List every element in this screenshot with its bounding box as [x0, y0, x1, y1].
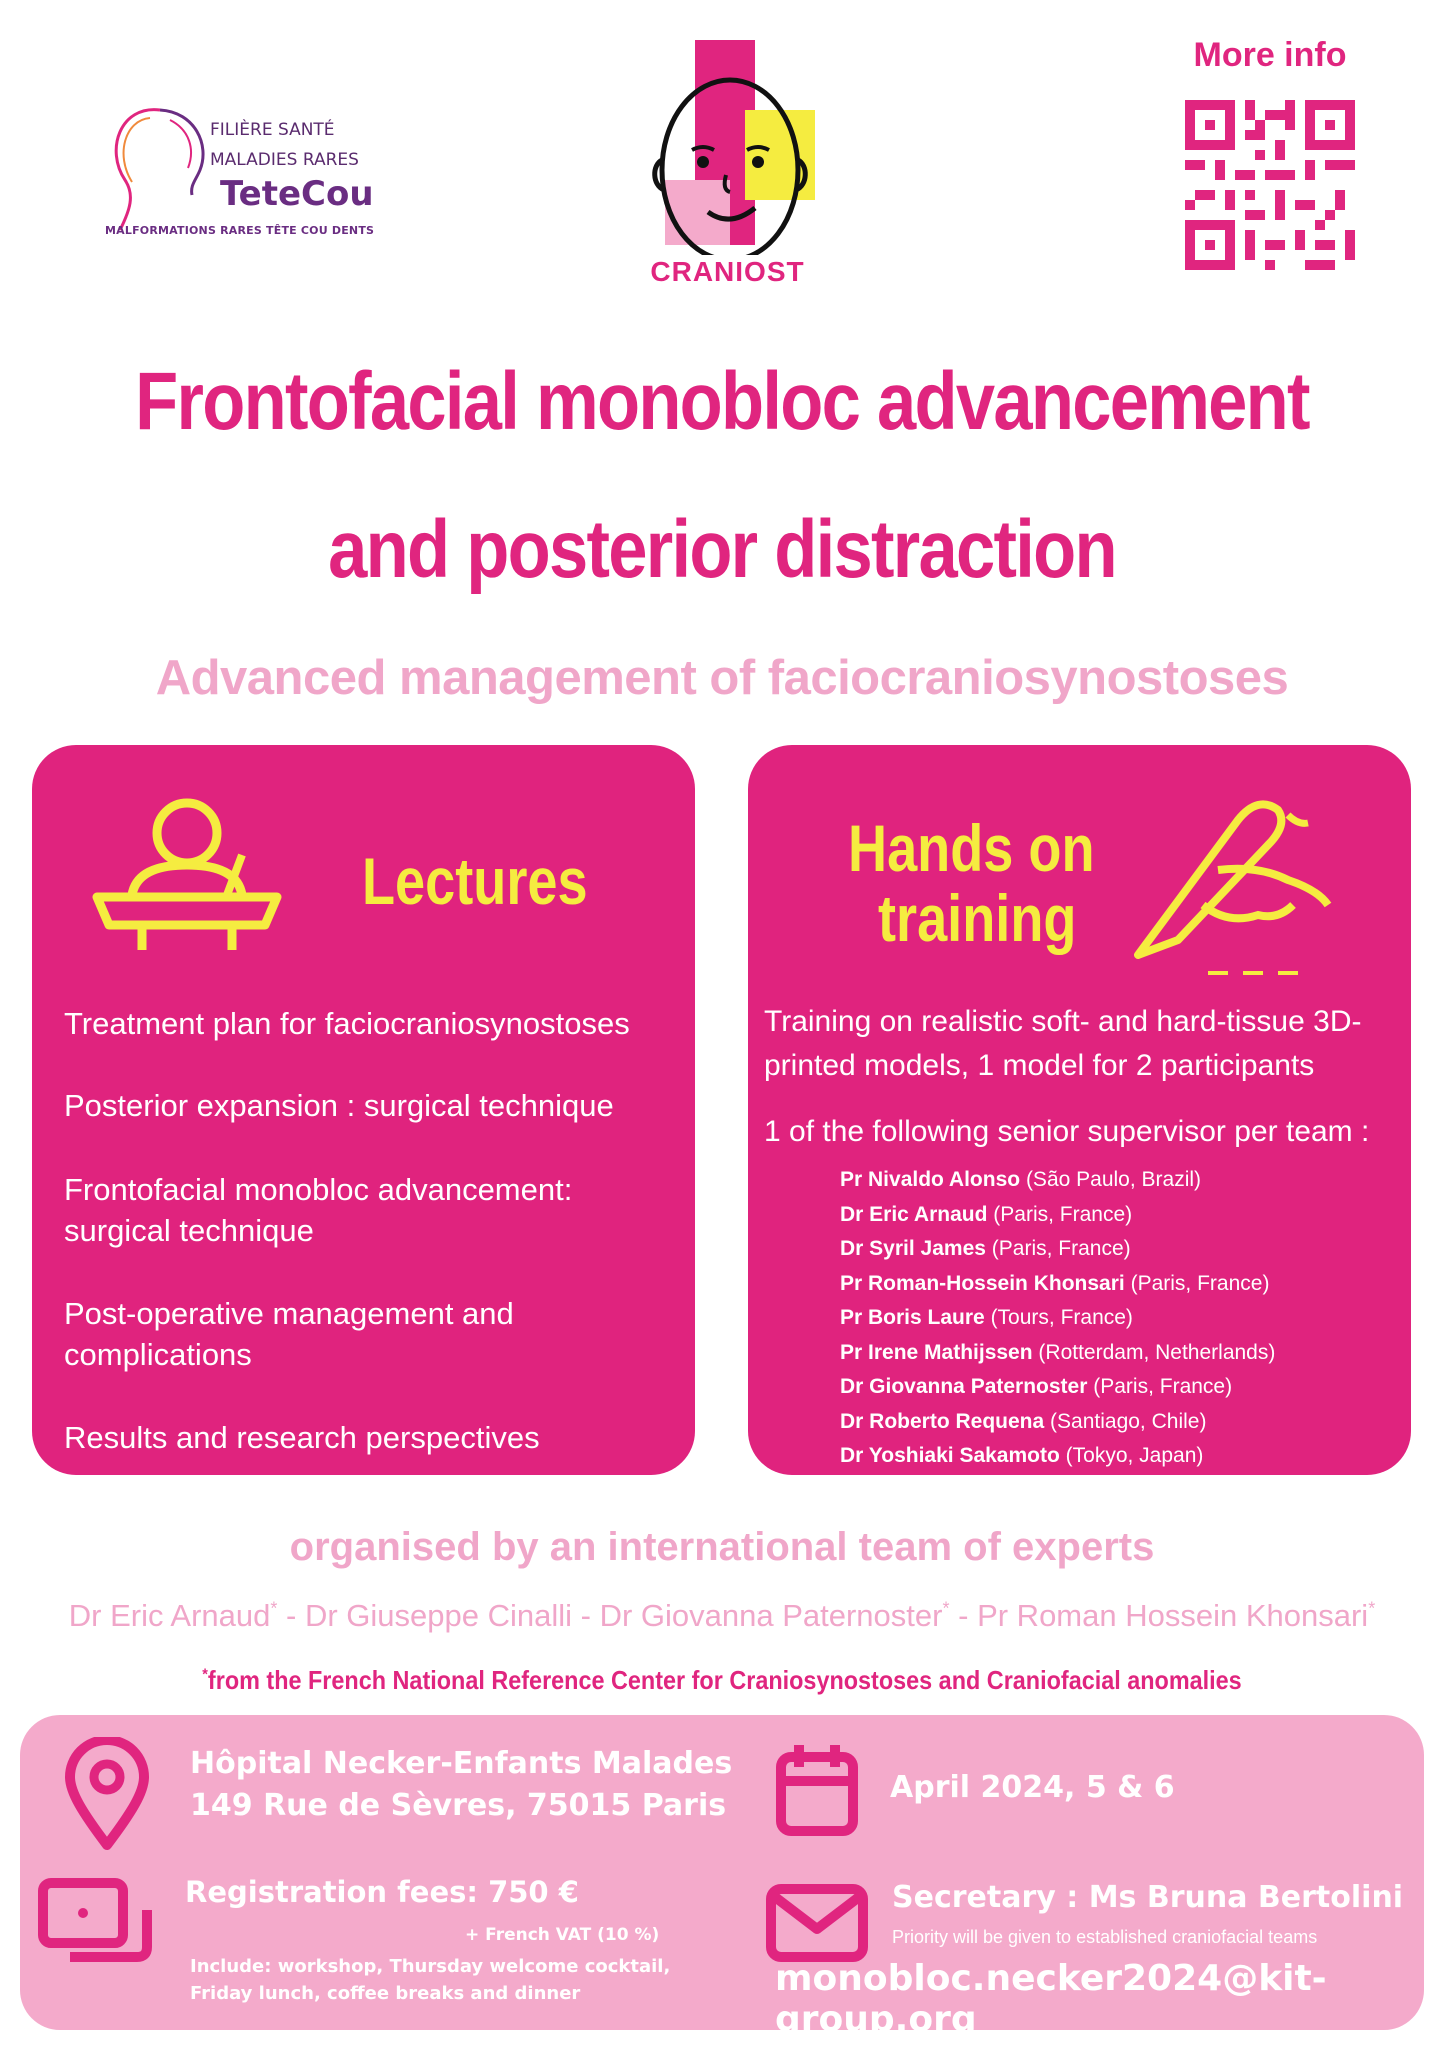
supervisor-item: Pr Nivaldo Alonso (São Paulo, Brazil) — [840, 1168, 1202, 1191]
lecture-item-3: Frontofacial monobloc advancement: surgical technique — [64, 1172, 573, 1248]
organisers-names: Dr Eric Arnaud* - Dr Giuseppe Cinalli - Dr Giovanna Paternoster* - Pr Roman Hossein Khonsari* — [68, 1598, 1376, 1633]
priority-note: Priority will be given to established craniofacial teams — [892, 1927, 1318, 1947]
supervisor-item: Dr Syril James (Paris, France) — [840, 1237, 1131, 1260]
training-description: Training on realistic soft- and hard-tissue 3D-printed models, 1 model for 2 participants — [764, 1005, 1362, 1082]
lectures-panel — [32, 745, 695, 1475]
training-heading-line2: training — [878, 881, 1077, 955]
tetecou-line2: MALADIES RARES — [210, 150, 359, 170]
more-info-label: More info — [1193, 36, 1347, 74]
tetecou-tagline: MALFORMATIONS RARES TÊTE COU DENTS — [105, 224, 375, 237]
qr-code[interactable] — [1185, 100, 1355, 270]
mail-envelope-icon — [765, 1883, 870, 1963]
supervisor-intro: 1 of the following senior supervisor per team : — [764, 1115, 1370, 1148]
includes-line2: Friday lunch, coffee breaks and dinner — [190, 1983, 581, 2004]
vat-note: + French VAT (10 %) — [465, 1925, 660, 1945]
payment-cards-icon — [35, 1875, 155, 1970]
secretary-name: Secretary : Ms Bruna Bertolini — [892, 1880, 1404, 1915]
contact-email[interactable]: monobloc.necker2024@kit-group.org — [775, 1958, 1327, 2040]
supervisor-item: Dr Giovanna Paternoster (Paris, France) — [840, 1375, 1233, 1398]
lecture-item-2: Posterior expansion : surgical technique — [64, 1088, 614, 1123]
page-title-line1: Frontofacial monobloc advancement — [135, 356, 1309, 447]
venue-address — [190, 1743, 732, 1827]
craniost-logo — [630, 40, 820, 290]
lecture-item-5: Results and research perspectives — [64, 1420, 540, 1455]
location-pin-icon — [62, 1737, 152, 1852]
training-panel — [748, 745, 1411, 1475]
includes-line1: Include: workshop, Thursday welcome cocktail, — [190, 1956, 671, 1977]
child-profile-icon — [100, 90, 210, 240]
registration-fees: Registration fees: 750 € — [185, 1875, 579, 1909]
organiser-name: Dr Giuseppe Cinalli — [304, 1598, 573, 1633]
page-title-line2: and posterior distraction — [328, 504, 1116, 595]
fees-includes — [190, 1953, 670, 2007]
info-box — [20, 1715, 1424, 2040]
organiser-name: Pr Roman Hossein Khonsari — [977, 1598, 1369, 1633]
craniost-label: CRANIOST — [650, 256, 805, 287]
supervisor-list — [840, 1163, 1400, 1474]
tetecou-logo — [100, 90, 400, 250]
lecture-item-4: Post-operative management and complications — [64, 1296, 514, 1372]
supervisor-item: Pr Boris Laure (Tours, France) — [840, 1306, 1133, 1329]
page-subtitle: Advanced management of faciocraniosynostoses — [155, 651, 1289, 705]
scalpel-hand-icon — [1118, 775, 1338, 975]
training-heading-line1: Hands on — [848, 811, 1095, 885]
venue-name: Hôpital Necker-Enfants Malades — [190, 1746, 733, 1781]
supervisor-item: Pr Roman-Hossein Khonsari (Paris, France) — [840, 1271, 1270, 1295]
supervisor-item: Dr Yoshiaki Sakamoto (Tokyo, Japan) — [840, 1444, 1204, 1467]
organiser-name: Dr Giovanna Paternoster — [599, 1598, 943, 1633]
organiser-name: Dr Eric Arnaud — [68, 1598, 271, 1633]
venue-street: 149 Rue de Sèvres, 75015 Paris — [190, 1788, 727, 1823]
lectures-heading: Lectures — [362, 844, 588, 918]
supervisor-item: Dr Eric Arnaud (Paris, France) — [840, 1202, 1133, 1226]
organisers-footnote: *from the French National Reference Center for Craniosynostoses and Craniofacial anomalies — [202, 1665, 1242, 1695]
craniost-face-icon — [630, 40, 820, 255]
supervisor-item: Dr Roberto Requena (Santiago, Chile) — [840, 1409, 1207, 1433]
tetecou-brand: TeteCou — [220, 174, 374, 214]
tetecou-line1: FILIÈRE SANTÉ — [210, 120, 335, 140]
event-date: April 2024, 5 & 6 — [890, 1770, 1175, 1805]
calendar-icon — [775, 1743, 860, 1838]
supervisor-item: Pr Irene Mathijssen (Rotterdam, Netherlands) — [840, 1340, 1276, 1364]
lecture-item-1: Treatment plan for faciocraniosynostoses — [64, 1006, 630, 1041]
organisers-heading: organised by an international team of experts — [289, 1525, 1155, 1569]
lecturer-podium-icon — [87, 785, 287, 955]
